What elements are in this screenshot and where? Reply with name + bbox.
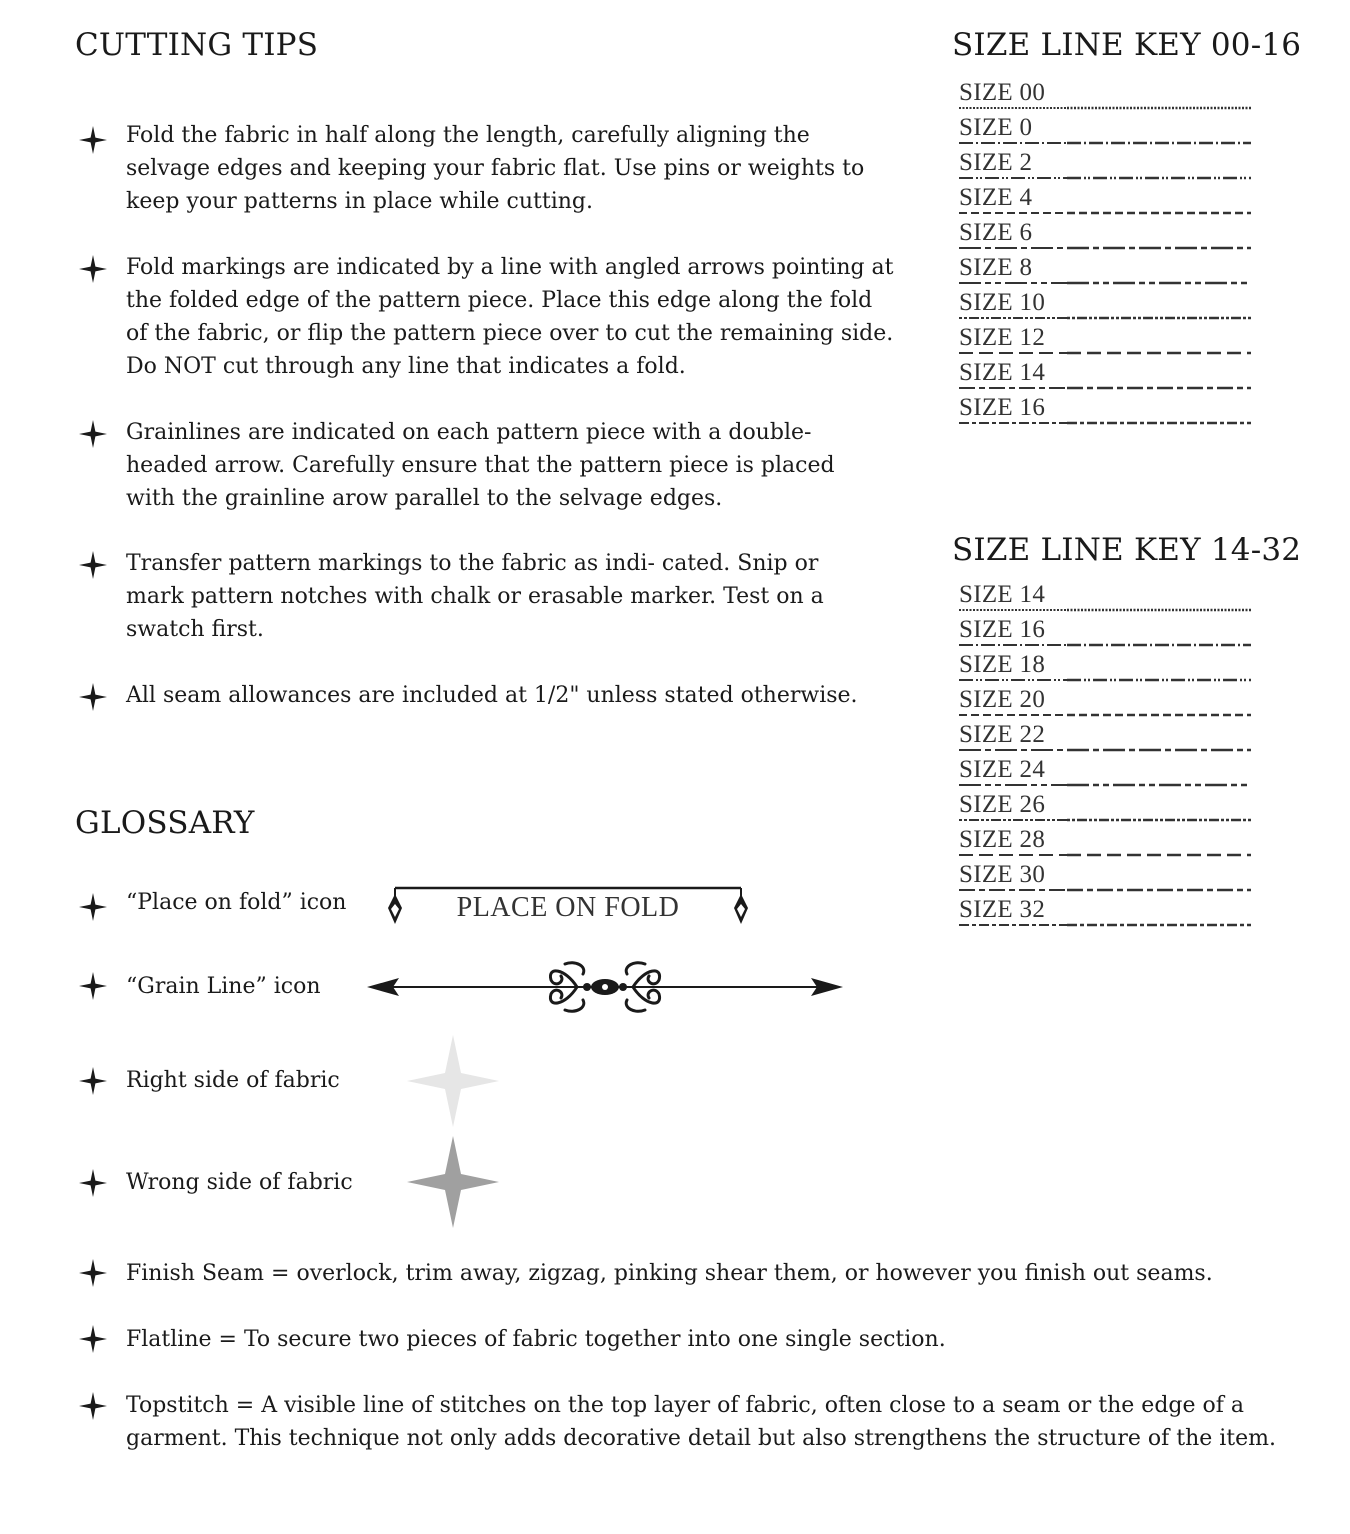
size-line-label: SIZE 12 xyxy=(959,324,1046,351)
size-line-stroke xyxy=(959,316,1254,320)
place-on-fold-text: PLACE ON FOLD xyxy=(456,892,680,923)
size-line-row xyxy=(959,80,1254,110)
cutting-tip-3: Grainlines are indicated on each pattern piece with a double-headed arrow. Carefully ensure that the pattern piece is placed with the grainline arow parallel to the selvage edges. xyxy=(126,420,835,511)
grain-line-icon xyxy=(365,958,845,1016)
size-line-stroke xyxy=(959,818,1254,822)
size-line-stroke xyxy=(959,888,1254,892)
size-line-label: SIZE 6 xyxy=(959,219,1033,246)
bullet-star-icon xyxy=(79,551,107,579)
bullet-star-icon xyxy=(79,1259,107,1287)
size-line-stroke xyxy=(959,141,1254,145)
size-line-stroke xyxy=(959,783,1254,787)
wrong-side-fabric-star-icon xyxy=(407,1136,499,1228)
size-line-label: SIZE 14 xyxy=(959,359,1046,386)
size-line-stroke xyxy=(959,281,1254,285)
size-line-label: SIZE 30 xyxy=(959,861,1046,888)
size-line-label: SIZE 20 xyxy=(959,686,1046,713)
size-line-stroke xyxy=(959,678,1254,682)
right-side-fabric-star-icon xyxy=(407,1035,499,1127)
size-line-label: SIZE 24 xyxy=(959,756,1046,783)
bullet-star-icon xyxy=(79,972,107,1000)
glossary-topstitch: Topstitch = A visible line of stitches on the top layer of fabric, often close to a seam or the edge of a garment. This technique not only adds decorative detail but also strengthens the structure of the item. xyxy=(126,1393,1277,1451)
cutting-tip-1: Fold the fabric in half along the length, carefully aligning the selvage edges and keeping your fabric flat. Use pins or weights to keep your patterns in place while cutting. xyxy=(126,123,865,214)
size-line-row xyxy=(959,150,1254,180)
size-line-stroke xyxy=(959,351,1254,355)
bullet-star-icon xyxy=(79,1325,107,1353)
glossary-heading: GLOSSARY xyxy=(75,805,255,841)
size-line-stroke xyxy=(959,421,1254,425)
place-on-fold-icon xyxy=(385,884,755,932)
size-line-row xyxy=(959,617,1254,647)
size-line-stroke xyxy=(959,246,1254,250)
cutting-tip-2: Fold markings are indicated by a line with angled arrows pointing at the folded edge of the pattern piece. Place this edge along the fold of the fabric, or flip the pattern piece over to cut the remaining side. Do NOT cut through any line that indicates a fold. xyxy=(126,255,894,379)
size-line-row xyxy=(959,652,1254,682)
bullet-star-icon xyxy=(79,420,107,448)
size-line-row xyxy=(959,582,1254,612)
size-line-row xyxy=(959,325,1254,355)
glossary-place-on-fold-label: “Place on fold” icon xyxy=(126,890,347,915)
size-line-label: SIZE 32 xyxy=(959,896,1046,923)
size-line-row xyxy=(959,862,1254,892)
glossary-flatline: Flatline = To secure two pieces of fabric together into one single section. xyxy=(126,1327,946,1352)
size-line-label: SIZE 28 xyxy=(959,826,1046,853)
size-line-row xyxy=(959,115,1254,145)
bullet-star-icon xyxy=(79,1392,107,1420)
size-line-row xyxy=(959,897,1254,927)
size-line-stroke xyxy=(959,176,1254,180)
size-line-stroke xyxy=(959,211,1254,215)
bullet-star-icon xyxy=(79,893,107,921)
size-line-row xyxy=(959,185,1254,215)
size-line-row xyxy=(959,792,1254,822)
size-line-stroke xyxy=(959,643,1254,647)
size-line-label: SIZE 8 xyxy=(959,254,1033,281)
bullet-star-icon xyxy=(79,1169,107,1197)
size-key-00-16-heading: SIZE LINE KEY 00-16 xyxy=(952,27,1302,63)
cutting-tip-4: Transfer pattern markings to the fabric as indi- cated. Snip or mark pattern notches with chalk or erasable marker. Test on a swatch first. xyxy=(126,551,824,642)
bullet-star-icon xyxy=(79,126,107,154)
size-line-row xyxy=(959,827,1254,857)
size-line-stroke xyxy=(959,713,1254,717)
size-line-stroke xyxy=(959,608,1254,612)
cutting-tip-5: All seam allowances are included at 1/2" unless stated otherwise. xyxy=(126,683,858,708)
size-line-stroke xyxy=(959,853,1254,857)
size-line-label: SIZE 2 xyxy=(959,149,1033,176)
cutting-tips-heading: CUTTING TIPS xyxy=(75,27,319,63)
size-line-row xyxy=(959,395,1254,425)
size-line-row xyxy=(959,290,1254,320)
size-line-stroke xyxy=(959,748,1254,752)
size-key-14-32-heading: SIZE LINE KEY 14-32 xyxy=(952,532,1302,568)
size-line-row xyxy=(959,757,1254,787)
bullet-star-icon xyxy=(79,1067,107,1095)
size-line-label: SIZE 16 xyxy=(959,394,1046,421)
bullet-star-icon xyxy=(79,683,107,711)
size-line-row xyxy=(959,722,1254,752)
size-line-label: SIZE 0 xyxy=(959,114,1033,141)
size-line-label: SIZE 16 xyxy=(959,616,1046,643)
size-line-row xyxy=(959,220,1254,250)
size-line-label: SIZE 22 xyxy=(959,721,1046,748)
size-line-label: SIZE 00 xyxy=(959,79,1046,106)
size-line-label: SIZE 4 xyxy=(959,184,1033,211)
size-line-row xyxy=(959,360,1254,390)
size-line-stroke xyxy=(959,106,1254,110)
glossary-right-side-label: Right side of fabric xyxy=(126,1068,340,1093)
size-line-label: SIZE 14 xyxy=(959,581,1046,608)
size-line-label: SIZE 18 xyxy=(959,651,1046,678)
size-line-label: SIZE 10 xyxy=(959,289,1046,316)
size-line-label: SIZE 26 xyxy=(959,791,1046,818)
size-line-row xyxy=(959,687,1254,717)
glossary-finish-seam: Finish Seam = overlock, trim away, zigzag, pinking shear them, or however you finish out seams. xyxy=(126,1261,1213,1286)
size-line-stroke xyxy=(959,386,1254,390)
glossary-grain-line-label: “Grain Line” icon xyxy=(126,974,321,999)
bullet-star-icon xyxy=(79,255,107,283)
glossary-wrong-side-label: Wrong side of fabric xyxy=(126,1170,353,1195)
size-line-stroke xyxy=(959,923,1254,927)
size-line-row xyxy=(959,255,1254,285)
